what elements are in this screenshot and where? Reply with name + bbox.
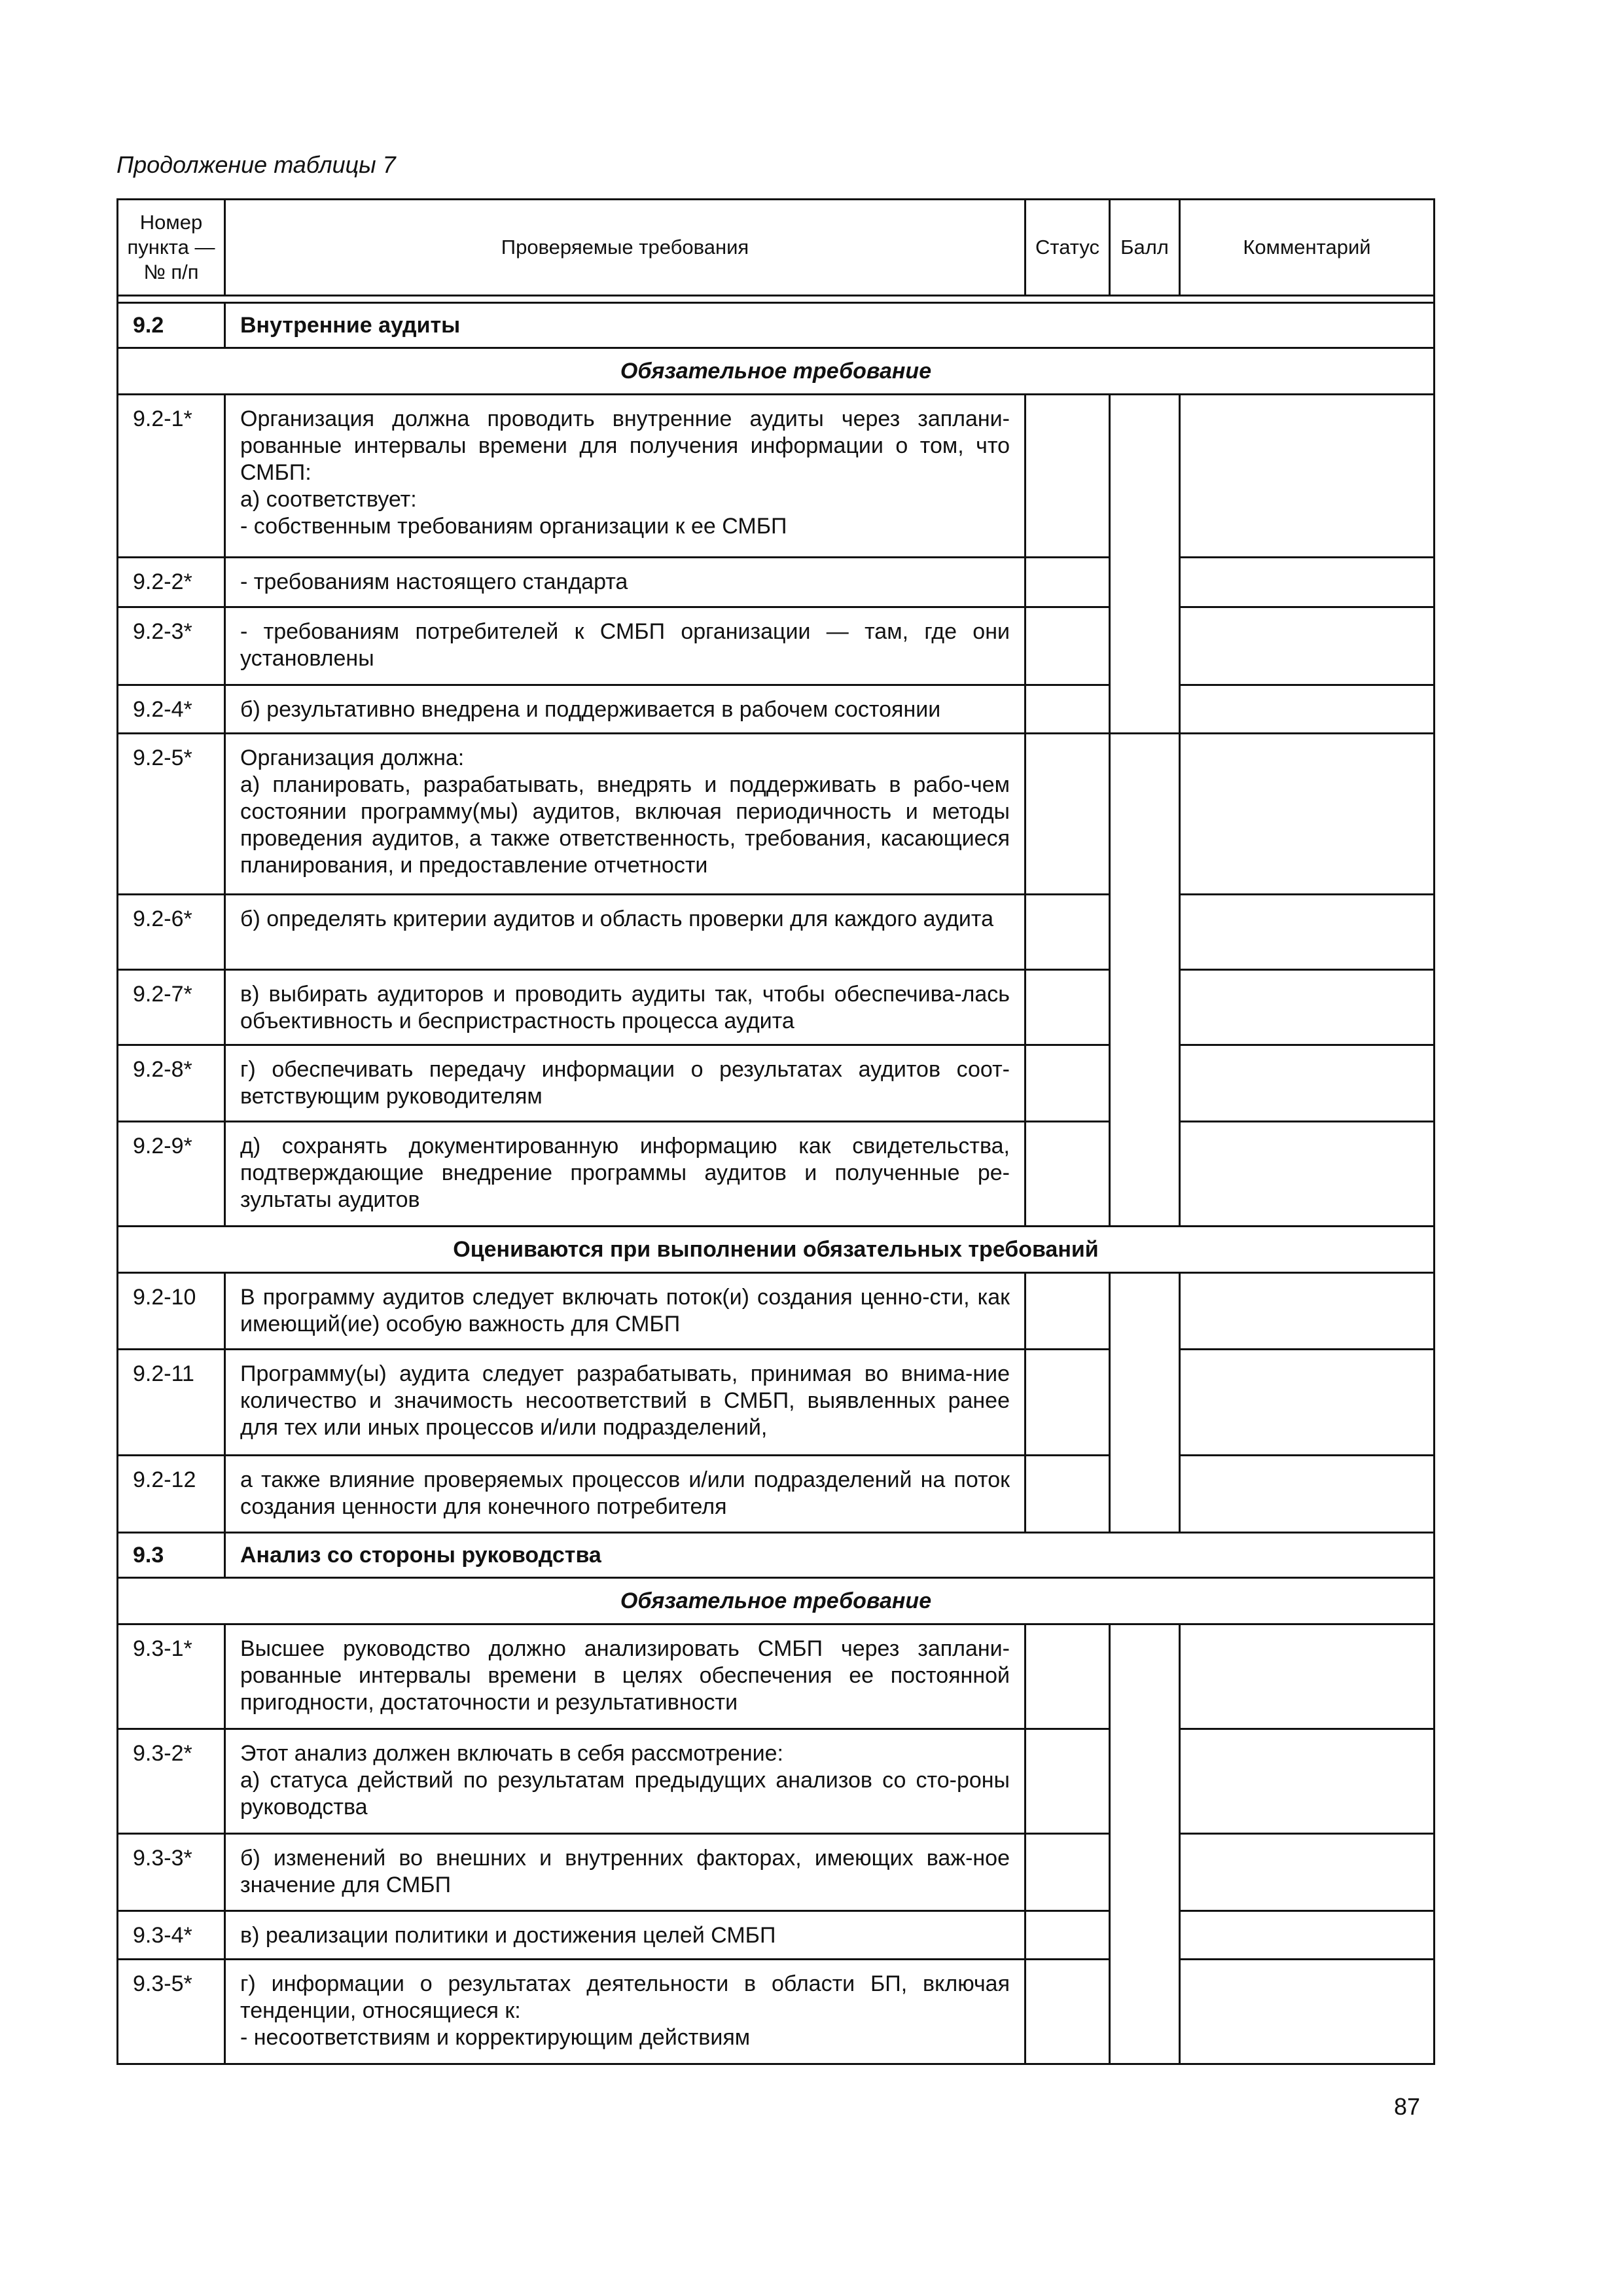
comment-cell[interactable] <box>1180 1045 1435 1122</box>
row-requirement <box>225 970 1026 1045</box>
score-cell[interactable] <box>1110 734 1180 1227</box>
requirement-line: б) определять критерии аудитов и область проверки для каждого аудита <box>240 906 994 931</box>
score-cell[interactable] <box>1110 1624 1180 2064</box>
row-requirement <box>225 734 1026 895</box>
spacer-row <box>118 296 1435 303</box>
row-number: 9.2-8* <box>118 1045 225 1122</box>
row-requirement <box>225 1273 1026 1350</box>
requirement-line: а также влияние проверяемых процессов и/или подразделений на поток создания ценности для конечного потребителя <box>240 1467 1010 1519</box>
comment-cell[interactable] <box>1180 1273 1435 1350</box>
row-requirement <box>225 1834 1026 1911</box>
comment-cell[interactable] <box>1180 685 1435 734</box>
row-number: 9.2-11 <box>118 1350 225 1456</box>
status-cell[interactable] <box>1026 1122 1110 1227</box>
table-header-row <box>118 200 1435 296</box>
table-row <box>118 895 1435 970</box>
header-requirements: Проверяемые требования <box>225 200 1026 296</box>
status-cell[interactable] <box>1026 1350 1110 1456</box>
section-row <box>118 303 1435 348</box>
status-cell[interactable] <box>1026 1834 1110 1911</box>
row-requirement <box>225 1456 1026 1533</box>
row-number: 9.2-10 <box>118 1273 225 1350</box>
row-requirement <box>225 1911 1026 1960</box>
status-cell[interactable] <box>1026 1960 1110 2064</box>
table-row <box>118 1273 1435 1350</box>
header-comment: Комментарий <box>1180 200 1435 296</box>
comment-cell[interactable] <box>1180 1122 1435 1227</box>
comment-cell[interactable] <box>1180 607 1435 685</box>
comment-cell[interactable] <box>1180 1350 1435 1456</box>
band-row <box>118 1578 1435 1624</box>
requirement-line: Организация должна: <box>240 745 465 770</box>
status-cell[interactable] <box>1026 607 1110 685</box>
table-row <box>118 1834 1435 1911</box>
table-row <box>118 1960 1435 2064</box>
row-number: 9.2-3* <box>118 607 225 685</box>
row-requirement <box>225 395 1026 558</box>
row-requirement <box>225 895 1026 970</box>
table-row <box>118 395 1435 558</box>
row-number: 9.3-3* <box>118 1834 225 1911</box>
table-row <box>118 1045 1435 1122</box>
row-number: 9.3-4* <box>118 1911 225 1960</box>
comment-cell[interactable] <box>1180 1960 1435 2064</box>
row-requirement <box>225 1960 1026 2064</box>
band-mandatory: Обязательное требование <box>118 348 1435 395</box>
row-number: 9.2-12 <box>118 1456 225 1533</box>
table-row <box>118 1911 1435 1960</box>
score-cell[interactable] <box>1110 395 1180 734</box>
status-cell[interactable] <box>1026 1729 1110 1834</box>
row-number: 9.2-1* <box>118 395 225 558</box>
row-number: 9.3-5* <box>118 1960 225 2064</box>
table-row <box>118 734 1435 895</box>
band-row <box>118 348 1435 395</box>
comment-cell[interactable] <box>1180 970 1435 1045</box>
row-requirement <box>225 1624 1026 1729</box>
requirement-line: - собственным требованиям организации к ее СМБП <box>240 514 787 539</box>
status-cell[interactable] <box>1026 685 1110 734</box>
status-cell[interactable] <box>1026 1624 1110 1729</box>
requirement-line: Этот анализ должен включать в себя рассмотрение: <box>240 1741 783 1766</box>
band-mandatory: Обязательное требование <box>118 1578 1435 1624</box>
comment-cell[interactable] <box>1180 1624 1435 1729</box>
requirement-line: Высшее руководство должно анализировать СМБП через заплани-рованные интервалы времени в целях обеспечения ее постоянной пригодности, достаточности и результативности <box>240 1636 1010 1715</box>
status-cell[interactable] <box>1026 970 1110 1045</box>
requirement-line: г) обеспечивать передачу информации о результатах аудитов соот-ветствующим руководителям <box>240 1057 1010 1109</box>
row-number: 9.2-4* <box>118 685 225 734</box>
requirement-line: В программу аудитов следует включать поток(и) создания ценно-сти, как имеющий(ие) особую важность для СМБП <box>240 1285 1010 1336</box>
row-requirement <box>225 1122 1026 1227</box>
score-cell[interactable] <box>1110 1273 1180 1533</box>
header-status: Статус <box>1026 200 1110 296</box>
status-cell[interactable] <box>1026 895 1110 970</box>
status-cell[interactable] <box>1026 558 1110 607</box>
table-row <box>118 607 1435 685</box>
status-cell[interactable] <box>1026 395 1110 558</box>
requirement-line: - требованиям потребителей к СМБП организации — там, где они установлены <box>240 619 1010 671</box>
page-number: 87 <box>1394 2093 1421 2120</box>
row-requirement <box>225 1729 1026 1834</box>
row-number: 9.2-2* <box>118 558 225 607</box>
section-title: Внутренние аудиты <box>225 303 1435 348</box>
requirement-line: Программу(ы) аудита следует разрабатывать, принимая во внима-ние количество и значимость несоответствий в СМБП, выявленных ранее для тех или иных процессов и/или подразделений, <box>240 1361 1010 1440</box>
row-number: 9.2-6* <box>118 895 225 970</box>
comment-cell[interactable] <box>1180 1911 1435 1960</box>
band-evaluated: Оцениваются при выполнении обязательных требований <box>118 1227 1435 1273</box>
header-num: Номер пункта — № п/п <box>118 200 225 296</box>
comment-cell[interactable] <box>1180 1456 1435 1533</box>
requirement-line: - требованиям настоящего стандарта <box>240 569 628 594</box>
comment-cell[interactable] <box>1180 895 1435 970</box>
section-number: 9.3 <box>118 1533 225 1578</box>
row-requirement <box>225 558 1026 607</box>
table-row <box>118 558 1435 607</box>
comment-cell[interactable] <box>1180 1834 1435 1911</box>
row-requirement <box>225 1045 1026 1122</box>
band-row <box>118 1227 1435 1273</box>
row-number: 9.3-2* <box>118 1729 225 1834</box>
comment-cell[interactable] <box>1180 1729 1435 1834</box>
row-number: 9.2-5* <box>118 734 225 895</box>
section-row <box>118 1533 1435 1578</box>
requirement-line: а) планировать, разрабатывать, внедрять и поддерживать в рабо-чем состоянии программу(мы) аудитов, включая периодичность и методы проведения аудитов, а также ответственность, требования, касающиеся планирования, и предоставление отчетности <box>240 772 1010 878</box>
status-cell[interactable] <box>1026 1273 1110 1350</box>
table-row <box>118 970 1435 1045</box>
requirement-line: в) выбирать аудиторов и проводить аудиты так, чтобы обеспечива-лась объективность и беспристрастность процесса аудита <box>240 982 1010 1033</box>
table-row <box>118 1122 1435 1227</box>
requirement-line: Организация должна проводить внутренние аудиты через заплани-рованные интервалы времени для получения информации о том, что СМБП: <box>240 406 1010 485</box>
requirement-line: г) информации о результатах деятельности в области БП, включая тенденции, относящиеся к: <box>240 1971 1010 2023</box>
comment-cell[interactable] <box>1180 734 1435 895</box>
table-caption: Продолжение таблицы 7 <box>116 151 396 178</box>
requirement-line: в) реализации политики и достижения целей СМБП <box>240 1923 776 1948</box>
requirement-line: а) статуса действий по результатам предыдущих анализов со сто-роны руководства <box>240 1768 1010 1820</box>
table-row <box>118 685 1435 734</box>
row-number: 9.2-9* <box>118 1122 225 1227</box>
table-row <box>118 1624 1435 1729</box>
comment-cell[interactable] <box>1180 558 1435 607</box>
table-row <box>118 1350 1435 1456</box>
row-number: 9.2-7* <box>118 970 225 1045</box>
status-cell[interactable] <box>1026 1911 1110 1960</box>
header-score: Балл <box>1110 200 1180 296</box>
requirement-line: а) соответствует: <box>240 487 417 512</box>
status-cell[interactable] <box>1026 1045 1110 1122</box>
requirement-line: б) изменений во внешних и внутренних факторах, имеющих важ-ное значение для СМБП <box>240 1846 1010 1897</box>
section-number: 9.2 <box>118 303 225 348</box>
section-title: Анализ со стороны руководства <box>225 1533 1435 1578</box>
requirement-line: д) сохранять документированную информацию как свидетельства, подтверждающие внедрение программы аудитов и полученные ре-зультаты аудитов <box>240 1134 1010 1212</box>
requirement-line: б) результативно внедрена и поддерживается в рабочем состоянии <box>240 697 941 722</box>
requirements-table <box>116 198 1435 2065</box>
row-requirement <box>225 685 1026 734</box>
row-number: 9.3-1* <box>118 1624 225 1729</box>
status-cell[interactable] <box>1026 1456 1110 1533</box>
requirement-line: - несоответствиям и корректирующим действиям <box>240 2025 751 2050</box>
table-row <box>118 1729 1435 1834</box>
row-requirement <box>225 607 1026 685</box>
row-requirement <box>225 1350 1026 1456</box>
comment-cell[interactable] <box>1180 395 1435 558</box>
table-row <box>118 1456 1435 1533</box>
status-cell[interactable] <box>1026 734 1110 895</box>
